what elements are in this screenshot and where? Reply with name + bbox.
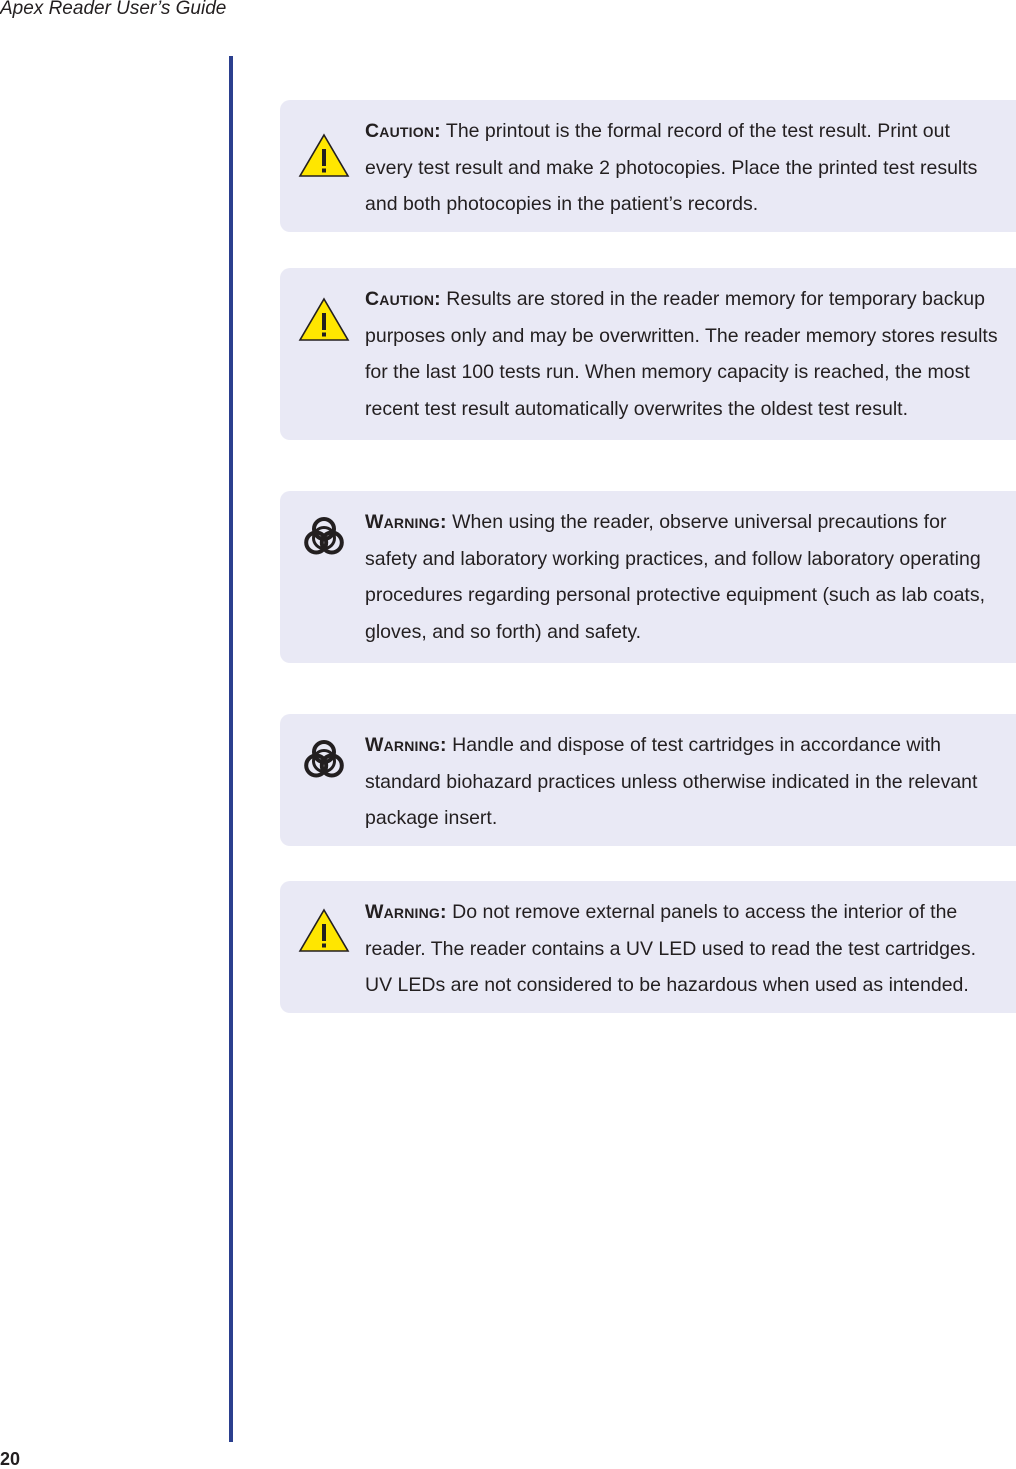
warning-notice — [280, 491, 1016, 663]
notice-text — [365, 727, 1016, 837]
notice-line: UV LEDs are not considered to be hazardous when used as intended. — [365, 974, 969, 996]
caution-notice — [280, 100, 1016, 232]
biohazard-icon — [298, 513, 350, 561]
notice-line: reader. The reader contains a UV LED used to read the test cartridges. — [365, 937, 976, 960]
page-number: 20 — [0, 1449, 21, 1469]
notice-line: standard biohazard practices unless otherwise indicated in the relevant — [365, 770, 978, 793]
notice-line: and both photocopies in the patient’s records. — [365, 193, 759, 215]
caution-triangle-icon — [298, 907, 350, 955]
notice-text — [365, 894, 1016, 1004]
notice-line: procedures regarding personal protective equipment (such as lab coats, — [365, 584, 986, 606]
notice-line: Caution: The printout is the formal record of the test result. Print out — [365, 120, 950, 142]
notice-text — [365, 281, 1016, 427]
warning-notice — [280, 714, 1016, 846]
notice-label: Warning: — [365, 901, 447, 923]
caution-triangle-icon — [298, 296, 350, 344]
warning-notice — [280, 881, 1016, 1013]
notice-line: Warning: Do not remove external panels to access the interior of the — [365, 901, 958, 923]
notice-label: Caution: — [365, 120, 441, 142]
notice-line: recent test result automatically overwrites the oldest test result. — [365, 397, 908, 420]
biohazard-icon — [298, 736, 350, 784]
notice-line: Warning: Handle and dispose of test cartridges in accordance with — [365, 734, 942, 756]
notice-text — [365, 113, 1016, 223]
notice-label: Caution: — [365, 288, 441, 310]
caution-triangle-icon — [298, 132, 350, 180]
notice-label: Warning: — [365, 734, 447, 756]
notice-label: Warning: — [365, 511, 447, 533]
notice-line: purposes only and may be overwritten. The reader memory stores results — [365, 324, 998, 347]
notice-line: gloves, and so forth) and safety. — [365, 620, 642, 643]
notice-line: for the last 100 tests run. When memory capacity is reached, the most — [365, 361, 970, 383]
margin-rule — [229, 56, 233, 1442]
notice-line: safety and laboratory working practices, and follow laboratory operating — [365, 547, 981, 570]
caution-notice — [280, 268, 1016, 440]
running-header: Apex Reader User’s Guide — [0, 0, 227, 19]
notice-line: Warning: When using the reader, observe universal precautions for — [365, 511, 947, 533]
notice-line: package insert. — [365, 807, 498, 829]
notice-line: every test result and make 2 photocopies. Place the printed test results — [365, 156, 978, 179]
notice-text — [365, 504, 1016, 650]
notice-line: Caution: Results are stored in the reader memory for temporary backup — [365, 288, 985, 310]
